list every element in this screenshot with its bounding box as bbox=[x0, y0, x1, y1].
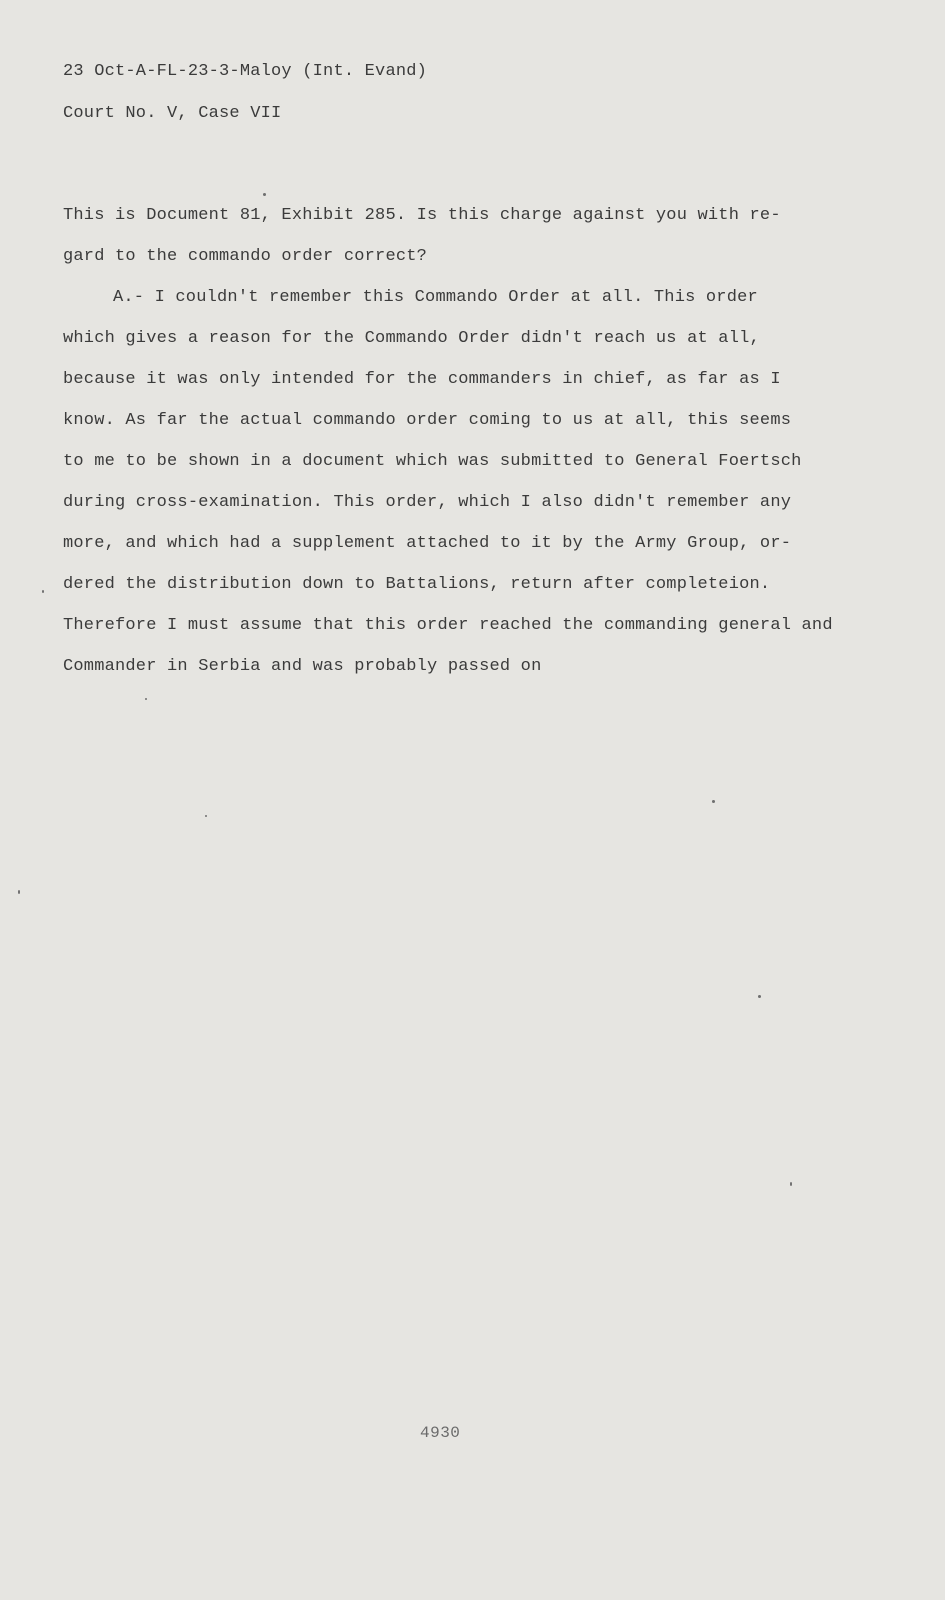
answer-line-7: more, and which had a supplement attached to it by the Army Group, or- bbox=[63, 534, 792, 553]
answer-line-8: dered the distribution down to Battalions, return after completeion. bbox=[63, 575, 771, 594]
answer-line-10: Commander in Serbia and was probably passed on bbox=[63, 657, 542, 676]
scan-speck bbox=[790, 1182, 792, 1186]
answer-line-3: because it was only intended for the commanders in chief, as far as I bbox=[63, 370, 781, 389]
answer-line-4: know. As far the actual commando order coming to us at all, this seems bbox=[63, 411, 792, 430]
scan-speck bbox=[758, 995, 761, 998]
header-reference-line: 23 Oct-A-FL-23-3-Maloy (Int. Evand) bbox=[63, 62, 428, 81]
scan-speck bbox=[263, 193, 266, 196]
answer-line-9: Therefore I must assume that this order reached the commanding general and bbox=[63, 616, 833, 635]
page-number: 4930 bbox=[420, 1424, 461, 1442]
scan-speck bbox=[712, 800, 715, 803]
answer-line-1: A.- I couldn't remember this Commando Order at all. This order bbox=[113, 288, 758, 307]
scan-speck bbox=[205, 815, 207, 817]
question-line-1: This is Document 81, Exhibit 285. Is this charge against you with re- bbox=[63, 206, 781, 225]
header-court-line: Court No. V, Case VII bbox=[63, 104, 282, 123]
answer-line-5: to me to be shown in a document which was submitted to General Foertsch bbox=[63, 452, 802, 471]
scan-speck bbox=[42, 590, 44, 593]
answer-line-2: which gives a reason for the Commando Order didn't reach us at all, bbox=[63, 329, 760, 348]
question-line-2: gard to the commando order correct? bbox=[63, 247, 428, 266]
scan-speck bbox=[145, 698, 147, 700]
scan-speck bbox=[18, 890, 20, 894]
answer-line-6: during cross-examination. This order, which I also didn't remember any bbox=[63, 493, 792, 512]
